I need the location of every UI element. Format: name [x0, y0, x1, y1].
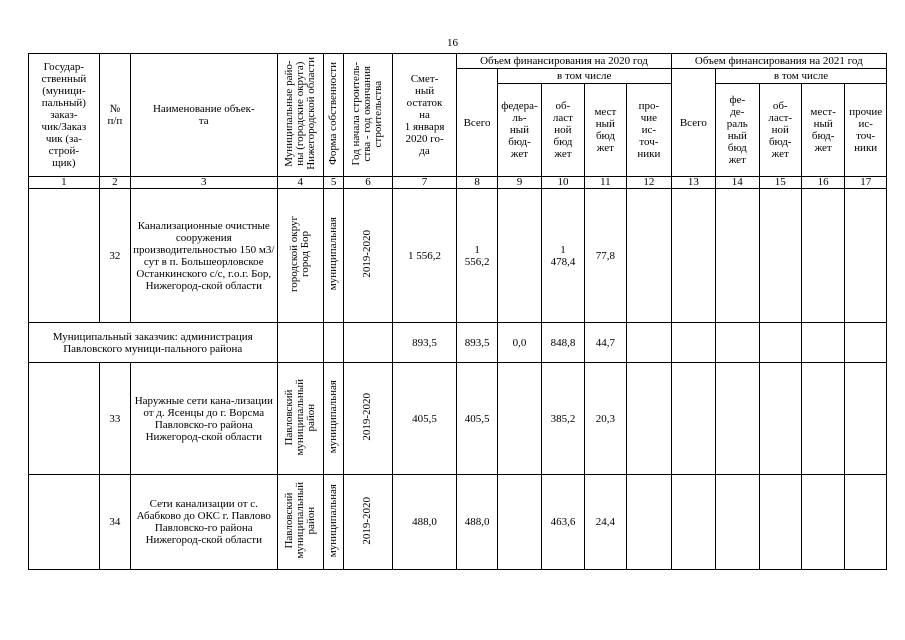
header-regional-2020: об- ласт ной бюд жет — [542, 84, 584, 177]
column-number: 5 — [324, 177, 344, 189]
header-federal-2020: федера- ль- ный бюд- жет — [497, 84, 541, 177]
header-local-2020: мест ный бюд жет — [584, 84, 626, 177]
regional-2021 — [759, 363, 801, 475]
district-cell: Павловский муниципальный район — [277, 363, 323, 475]
local-2020: 20,3 — [584, 363, 626, 475]
other-2020 — [627, 475, 672, 570]
column-number-row — [29, 177, 887, 189]
header-number: № п/п — [99, 54, 130, 177]
federal-2020 — [497, 363, 541, 475]
other-2020 — [627, 363, 672, 475]
local-2020: 44,7 — [584, 323, 626, 363]
other-2020 — [627, 189, 672, 323]
ownership-cell — [324, 323, 344, 363]
estimated-balance: 405,5 — [392, 363, 457, 475]
local-2021 — [801, 475, 844, 570]
header-ownership: Форма собственности — [324, 54, 344, 177]
federal-2020 — [497, 475, 541, 570]
header-total-2021: Всего — [671, 69, 715, 177]
column-number: 14 — [716, 177, 759, 189]
federal-2020: 0,0 — [497, 323, 541, 363]
ownership-cell: муниципальная — [324, 363, 344, 475]
regional-2020: 848,8 — [542, 323, 584, 363]
column-number: 1 — [29, 177, 100, 189]
table-row — [29, 475, 887, 570]
estimated-balance: 488,0 — [392, 475, 457, 570]
years-cell: 2019-2020 — [344, 189, 393, 323]
years-cell: 2019-2020 — [344, 363, 393, 475]
column-number: 11 — [584, 177, 626, 189]
district-cell: Павловский муниципальный район — [277, 475, 323, 570]
header-including-2021: в том числе — [716, 69, 887, 84]
row-number: 33 — [99, 363, 130, 475]
investment-program-table — [28, 53, 887, 570]
total-2020: 488,0 — [457, 475, 497, 570]
header-municipal-district: Муниципальные райо- ны (городские округа) Нижегородской области — [277, 54, 323, 177]
estimated-balance: 893,5 — [392, 323, 457, 363]
column-number: 6 — [344, 177, 393, 189]
customer-cell — [29, 189, 100, 323]
district-cell: городской округ город Бор — [277, 189, 323, 323]
column-number: 3 — [131, 177, 278, 189]
object-name: Сети канализации от с. Абабково до ОКС г. Павлово Павловско-го района Нижегород-ской области — [131, 475, 278, 570]
table-row — [29, 363, 887, 475]
header-funding-2020: Объем финансирования на 2020 год — [457, 54, 671, 69]
header-including-2020: в том числе — [497, 69, 671, 84]
header-other-2020: про- чие ис- точ- ники — [627, 84, 672, 177]
object-name: Наружные сети кана-лизации от д. Ясенцы до г. Ворсма Павловско-го района Нижегород-ской области — [131, 363, 278, 475]
local-2021 — [801, 189, 844, 323]
row-number: 32 — [99, 189, 130, 323]
regional-2020: 1 478,4 — [542, 189, 584, 323]
customer-cell — [29, 475, 100, 570]
ownership-cell: муниципальная — [324, 475, 344, 570]
column-number: 16 — [801, 177, 844, 189]
column-number: 10 — [542, 177, 584, 189]
object-name: Канализационные очистные сооружения производительностью 150 м3/сут в п. Большеорловское Останкинского с/с, г.о.г. Бор, Нижегород-ской области — [131, 189, 278, 323]
total-2021 — [671, 323, 715, 363]
local-2021 — [801, 363, 844, 475]
column-number: 9 — [497, 177, 541, 189]
local-2020: 77,8 — [584, 189, 626, 323]
header-row-1 — [29, 54, 887, 69]
years-cell: 2019-2020 — [344, 475, 393, 570]
column-number: 15 — [759, 177, 801, 189]
district-cell — [277, 323, 323, 363]
federal-2021 — [716, 189, 759, 323]
column-number: 8 — [457, 177, 497, 189]
column-number: 2 — [99, 177, 130, 189]
federal-2020 — [497, 189, 541, 323]
column-number: 12 — [627, 177, 672, 189]
column-number: 13 — [671, 177, 715, 189]
customer-label: Муниципальный заказчик: администрация Павловского муници-пального района — [29, 323, 278, 363]
header-funding-2021: Объем финансирования на 2021 год — [671, 54, 886, 69]
header-customer: Государ- ственный (муници- пальный) заказ- чик/Заказ чик (за- строй- щик) — [29, 54, 100, 177]
ownership-cell: муниципальная — [324, 189, 344, 323]
federal-2021 — [716, 475, 759, 570]
total-2020: 405,5 — [457, 363, 497, 475]
customer-row — [29, 323, 887, 363]
regional-2021 — [759, 189, 801, 323]
header-other-2021: прочие ис- точ- ники — [845, 84, 887, 177]
header-object-name: Наименование объек- та — [131, 54, 278, 177]
total-2021 — [671, 189, 715, 323]
local-2021 — [801, 323, 844, 363]
regional-2021 — [759, 323, 801, 363]
total-2021 — [671, 475, 715, 570]
header-local-2021: мест- ный бюд- жет — [801, 84, 844, 177]
total-2020: 1 556,2 — [457, 189, 497, 323]
federal-2021 — [716, 363, 759, 475]
federal-2021 — [716, 323, 759, 363]
total-2021 — [671, 363, 715, 475]
column-number: 17 — [845, 177, 887, 189]
column-number: 4 — [277, 177, 323, 189]
regional-2020: 385,2 — [542, 363, 584, 475]
regional-2021 — [759, 475, 801, 570]
other-2021 — [845, 189, 887, 323]
header-total-2020: Всего — [457, 69, 497, 177]
other-2021 — [845, 363, 887, 475]
header-regional-2021: об- ласт- ной бюд- жет — [759, 84, 801, 177]
total-2020: 893,5 — [457, 323, 497, 363]
other-2021 — [845, 475, 887, 570]
other-2021 — [845, 323, 887, 363]
regional-2020: 463,6 — [542, 475, 584, 570]
customer-cell — [29, 363, 100, 475]
page-number: 16 — [447, 37, 458, 49]
years-cell — [344, 323, 393, 363]
header-construction-years: Год начала строитель- ства - год окончания строительства — [344, 54, 393, 177]
other-2020 — [627, 323, 672, 363]
local-2020: 24,4 — [584, 475, 626, 570]
row-number: 34 — [99, 475, 130, 570]
table-row — [29, 189, 887, 323]
header-federal-2021: фе- де- раль ный бюд жет — [716, 84, 759, 177]
estimated-balance: 1 556,2 — [392, 189, 457, 323]
column-number: 7 — [392, 177, 457, 189]
header-estimated-balance: Смет- ный остаток на 1 января 2020 го- да — [392, 54, 457, 177]
